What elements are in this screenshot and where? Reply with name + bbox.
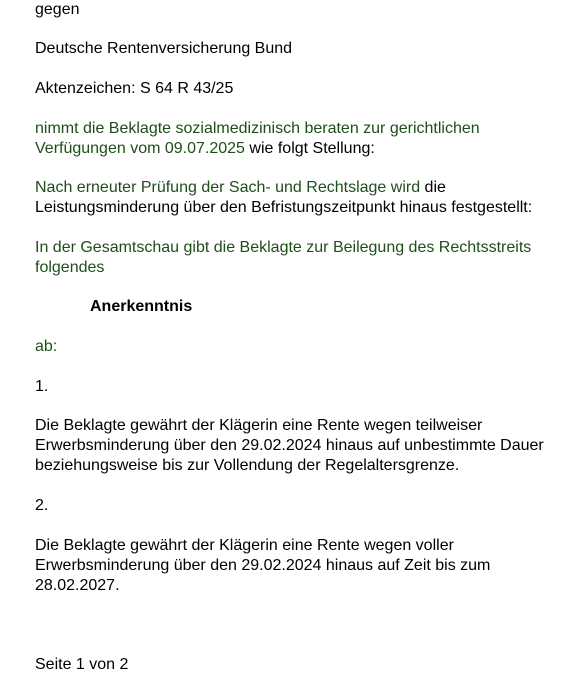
overall-line-2: folgendes <box>35 259 105 276</box>
intro-date-text: Verfügungen vom 09.07.2025 <box>35 140 245 157</box>
ab-label: ab: <box>35 338 58 355</box>
review-text-a: Nach erneuter Prüfung der Sach- und Rechtslage wird <box>35 179 421 196</box>
item-2-number: 2. <box>35 497 49 514</box>
item-1-number: 1. <box>35 378 49 395</box>
review-line-1 <box>35 178 446 198</box>
item-1-line-3: beziehungsweise bis zur Vollendung der Regelaltersgrenze. <box>35 457 460 474</box>
opponent-prefix: gegen <box>35 1 80 18</box>
review-text-b: die <box>420 179 446 196</box>
item-1-line-1: Die Beklagte gewährt der Klägerin eine Rente wegen teilweiser <box>35 417 483 434</box>
acknowledgment-heading: Anerkenntnis <box>90 298 193 315</box>
overall-line-1: In der Gesamtschau gibt die Beklagte zur Beilegung des Rechtsstreits <box>35 239 532 256</box>
item-2-text-a: Erwerbsminderung über den 29.02.2024 hinaus auf Zeit <box>35 557 431 574</box>
item-2-line-2 <box>35 556 490 576</box>
intro-line-2 <box>35 139 375 159</box>
defendant-name: Deutsche Rentenversicherung Bund <box>35 40 293 57</box>
item-2-text-b: bis zum <box>430 557 491 574</box>
page-footer: Seite 1 von 2 <box>35 656 129 673</box>
intro-line-1: nimmt die Beklagte sozialmedizinisch beraten zur gerichtlichen <box>35 120 480 137</box>
intro-statement-text: wie folgt Stellung: <box>244 140 375 157</box>
item-2-line-3: 28.02.2027. <box>35 577 120 594</box>
review-line-2: Leistungsminderung über den Befristungszeitpunkt hinaus festgestellt: <box>35 199 533 216</box>
document-page <box>35 0 588 673</box>
item-1-line-2: Erwerbsminderung über den 29.02.2024 hinaus auf unbestimmte Dauer <box>35 437 544 454</box>
item-2-line-1: Die Beklagte gewährt der Klägerin eine Rente wegen voller <box>35 537 454 554</box>
file-number: Aktenzeichen: S 64 R 43/25 <box>35 80 234 97</box>
